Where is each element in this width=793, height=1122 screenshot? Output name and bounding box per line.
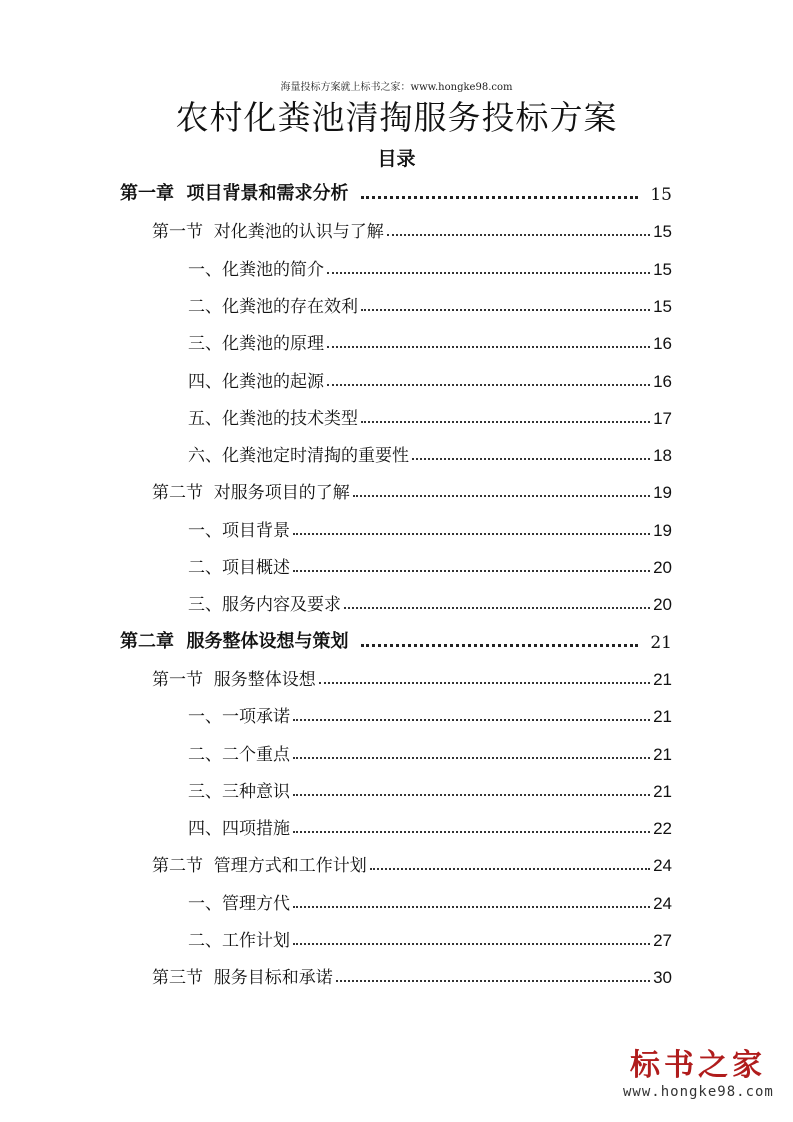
toc-entry-label: 二、化粪池的存在效利	[188, 296, 358, 317]
toc-subsection-entry[interactable]	[188, 324, 672, 354]
toc-entry-label: 二、二个重点	[188, 744, 290, 765]
toc-entry-label: 三、服务内容及要求	[188, 595, 341, 616]
toc-leader-dots	[361, 195, 639, 199]
toc-entry-page: 18	[653, 446, 672, 466]
toc-subsection-entry[interactable]	[188, 921, 672, 951]
toc-subsection-entry[interactable]	[188, 548, 672, 578]
toc-entry-label: 四、四项措施	[188, 819, 290, 840]
toc-subsection-entry[interactable]	[188, 735, 672, 765]
brand-logo	[623, 1040, 773, 1100]
toc-entry-page: 27	[653, 931, 672, 950]
toc-leader-dots	[293, 718, 650, 721]
toc-subsection-entry[interactable]	[188, 809, 672, 839]
toc-section-entry[interactable]	[152, 473, 672, 503]
toc-leader-dots	[361, 308, 650, 311]
toc-entry-label: 一、管理方代	[188, 893, 290, 914]
toc-entry-label: 第一节 对化粪池的认识与了解	[152, 222, 384, 243]
toc-entry-page: 20	[653, 558, 672, 577]
toc-subsection-entry[interactable]	[188, 884, 672, 914]
toc-entry-page: 21	[653, 707, 672, 727]
toc-entry-page: 30	[653, 968, 672, 988]
toc-entry-label: 一、项目背景	[188, 520, 290, 541]
toc-entry-label: 三、化粪池的原理	[188, 334, 324, 355]
toc-leader-dots	[293, 942, 650, 945]
toc-leader-dots	[293, 569, 650, 572]
toc-entry-label: 第二节 管理方式和工作计划	[152, 856, 367, 877]
toc-section-entry[interactable]	[152, 958, 672, 988]
toc-entry-label: 第二章 服务整体设想与策划	[120, 630, 349, 652]
toc-subsection-entry[interactable]	[188, 697, 672, 727]
toc-leader-dots	[293, 756, 650, 759]
toc-entry-label: 五、化粪池的技术类型	[188, 408, 358, 429]
brand-logo-text: 标书之家	[630, 1048, 766, 1083]
toc-entry-page: 20	[653, 595, 672, 615]
toc-section-entry[interactable]	[152, 660, 672, 690]
toc-leader-dots	[327, 345, 650, 348]
toc-leader-dots	[293, 830, 650, 833]
toc-subsection-entry[interactable]	[188, 250, 672, 280]
header-note: 海量投标方案就上标书之家：www.hongke98.com	[280, 82, 513, 93]
toc-subsection-entry[interactable]	[188, 772, 672, 802]
toc-section-entry[interactable]	[152, 846, 672, 876]
toc-entry-page: 24	[653, 893, 672, 913]
toc-entry-label: 二、项目概述	[188, 558, 290, 578]
toc-leader-dots	[327, 383, 650, 386]
toc-leader-dots	[336, 979, 650, 982]
toc-entry-label: 第二节 对服务项目的了解	[152, 483, 350, 504]
toc-entry-page: 21	[650, 632, 672, 653]
toc-leader-dots	[344, 606, 650, 609]
toc-entry-label: 四、化粪池的起源	[188, 371, 324, 392]
toc-entry-page: 21	[653, 744, 672, 764]
toc-entry-page: 17	[653, 408, 672, 428]
brand-site-url: www.hongke98.com	[623, 1084, 774, 1100]
toc-leader-dots	[412, 457, 650, 460]
toc-entry-label: 一、化粪池的简介	[188, 259, 324, 280]
toc-subsection-entry[interactable]	[188, 287, 672, 317]
toc-leader-dots	[319, 681, 650, 684]
toc-entry-label: 六、化粪池定时清掏的重要性	[188, 446, 409, 467]
toc-subsection-entry[interactable]	[188, 436, 672, 466]
toc-entry-label: 二、工作计划	[188, 931, 290, 951]
toc-leader-dots	[293, 532, 650, 535]
toc-leader-dots	[387, 233, 650, 236]
toc-subsection-entry[interactable]	[188, 511, 672, 541]
toc-entry-label: 第一节 服务整体设想	[152, 669, 316, 690]
toc-subsection-entry[interactable]	[188, 585, 672, 615]
toc-entry-page: 24	[653, 856, 672, 876]
toc-subsection-entry[interactable]	[188, 362, 672, 392]
toc-entry-label: 三、三种意识	[188, 781, 290, 802]
toc-entry-page: 15	[653, 222, 672, 242]
toc-leader-dots	[370, 867, 650, 870]
toc-chapter-entry[interactable]	[120, 175, 672, 205]
toc-entry-page: 21	[653, 781, 672, 801]
toc-leader-dots	[327, 271, 650, 274]
toc-leader-dots	[293, 793, 650, 796]
toc-entry-label: 第一章 项目背景和需求分析	[120, 183, 349, 204]
toc-entry-page: 16	[653, 371, 672, 391]
toc-entry-label: 一、一项承诺	[188, 707, 290, 728]
toc-entry-page: 22	[653, 819, 672, 839]
toc-section-entry[interactable]	[152, 212, 672, 242]
document-title: 农村化粪池清掏服务投标方案	[175, 98, 618, 137]
toc-entry-page: 15	[650, 185, 672, 205]
toc-leader-dots	[353, 494, 650, 497]
toc-entry-page: 21	[653, 669, 672, 689]
toc-leader-dots	[293, 905, 650, 908]
toc-chapter-entry[interactable]	[120, 623, 672, 653]
toc-leader-dots	[361, 643, 639, 647]
toc-entry-label: 第三节 服务目标和承诺	[152, 968, 333, 989]
toc-entry-page: 15	[653, 296, 672, 316]
toc-heading: 目录	[377, 148, 416, 170]
toc-entry-page: 19	[653, 483, 672, 503]
toc-leader-dots	[361, 420, 650, 423]
toc-entry-page: 16	[653, 334, 672, 354]
toc-entry-page: 19	[653, 520, 672, 540]
toc-entry-page: 15	[653, 259, 672, 279]
toc-subsection-entry[interactable]	[188, 399, 672, 429]
